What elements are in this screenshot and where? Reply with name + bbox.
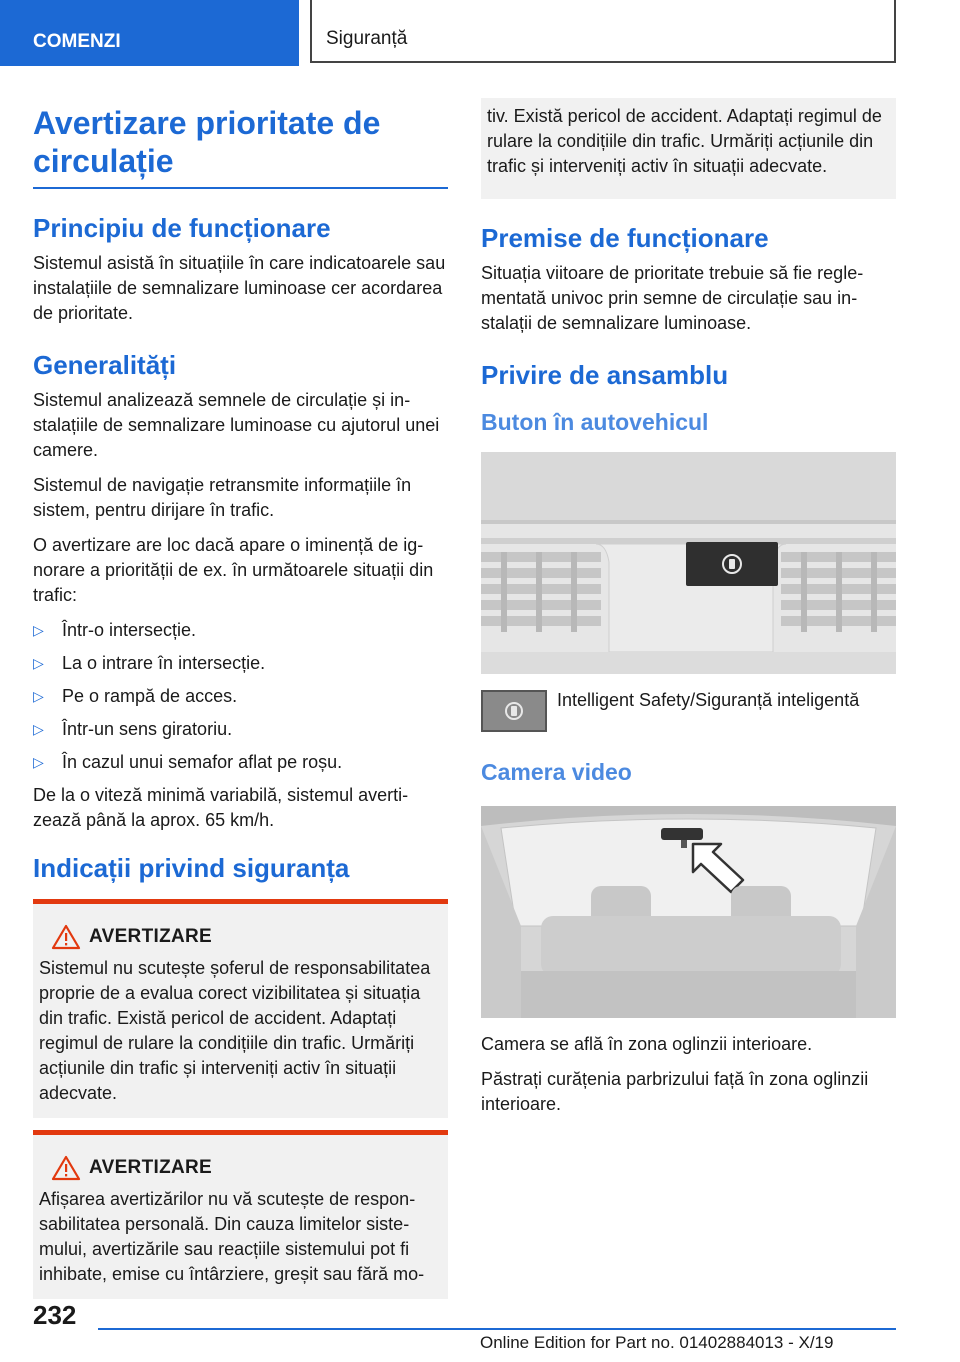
button-caption: Intelligent Safety/Siguranță inteligentă: [557, 690, 860, 710]
heading-prerequisites: Premise de funcționare: [481, 223, 769, 253]
heading-overview: Privire de ansamblu: [481, 360, 729, 390]
warning-title: AVERTIZARE: [89, 1157, 212, 1178]
button-legend: [481, 688, 896, 732]
warning-box-2: [33, 1130, 448, 1299]
paragraph-principle: Sistemul asistă în situațiile în care indicatoarele sau instalațiile de semnalizare luminoase cer acordarea de prioritate.: [33, 253, 446, 323]
warning-text: Afișarea avertizărilor nu vă scutește de responsabilitatea personală. Din cauza limitelor sistemului, avertizările sau reacțiile sistemului pot fi inhibate, emise cu întârziere, greșit sau fără mo-: [39, 1189, 425, 1284]
dashboard-illustration: [481, 452, 896, 674]
chapter-tab: [0, 0, 299, 66]
triangle-bullet-icon: ▷: [33, 688, 44, 704]
heading-general: Generalități: [33, 350, 177, 380]
intelligent-safety-button-icon: [481, 690, 547, 732]
footer-rule: [98, 1328, 896, 1330]
paragraph-camera-1: Camera se află în zona oglinzii interioare.: [481, 1034, 813, 1054]
right-column: [481, 100, 896, 1127]
heading-principle: Principiu de funcționare: [33, 213, 331, 243]
left-column: [33, 100, 448, 1299]
paragraph-general-1: Sistemul analizează semnele de circulație și instalațiile de semnalizare luminoase cu ajutorul unei camere.: [33, 390, 440, 460]
list-item: ▷ Într-o intersecție.: [33, 618, 448, 643]
warning-triangle-icon: [49, 924, 83, 950]
heading-safety: Indicații privind siguranța: [33, 853, 350, 883]
warning-box-2-continued: [481, 98, 896, 199]
list-item: ▷ Într-un sens giratoriu.: [33, 717, 448, 742]
warning-text-continued: tiv. Există pericol de accident. Adaptați regimul de rulare la condițiile din trafic. Urmăriți acțiunile din trafic și interveniți activ în situații adecvate.: [487, 106, 882, 176]
paragraph-camera-2: Păstrați curățenia parbrizului față în zona oglinzii interioare.: [481, 1069, 869, 1114]
warning-box-1: [33, 899, 448, 1118]
page-title: Avertizare prioritate de circulație: [33, 105, 381, 179]
heading-button: Buton în autovehicul: [481, 409, 709, 435]
triangle-bullet-icon: ▷: [33, 721, 44, 737]
car-interior-illustration: [481, 806, 896, 1018]
camera-figure: [481, 806, 896, 1018]
triangle-bullet-icon: ▷: [33, 655, 44, 671]
page-number: 232: [33, 1300, 77, 1330]
chapter-label: COMENZI: [33, 31, 121, 52]
list-item: ▷ În cazul unui semafor aflat pe roșu.: [33, 750, 448, 775]
triangle-bullet-icon: ▷: [33, 754, 44, 770]
paragraph-general-3: O avertizare are loc dacă apare o iminență de ignorare a priorității de ex. în următoarele situații din trafic:: [33, 535, 434, 605]
paragraph-speed: De la o viteză minimă variabilă, sistemul avertizează până la aprox. 65 km/h.: [33, 785, 409, 830]
warning-title: AVERTIZARE: [89, 926, 212, 947]
title-rule: [33, 187, 448, 189]
heading-camera: Camera video: [481, 759, 632, 785]
footer-edition: Online Edition for Part no. 01402884013 - X/19: [480, 1333, 834, 1352]
warning-triangle-icon: [49, 1155, 83, 1181]
list-item: ▷ Pe o rampă de acces.: [33, 684, 448, 709]
triangle-bullet-icon: ▷: [33, 622, 44, 638]
warning-text: Sistemul nu scutește șoferul de responsabilitatea proprie de a evalua corect vizibilitatea și situația din trafic. Există pericol de accident. Adaptați regimul de rulare la condițiile din trafic. Urmăriți acțiunile din trafic și interveniți activ în situații adecvate.: [39, 958, 431, 1103]
list-item: ▷ La o intrare în intersecție.: [33, 651, 448, 676]
paragraph-general-2: Sistemul de navigație retransmite informațiile în sistem, pentru dirijare în trafic.: [33, 475, 412, 520]
paragraph-prerequisites: Situația viitoare de prioritate trebuie să fie reglementată univoc prin semne de circulație sau instalații de semnalizare luminoase.: [481, 263, 864, 333]
dashboard-button-figure: [481, 452, 896, 674]
section-label: Siguranță: [326, 28, 408, 49]
situation-list: [33, 618, 448, 775]
